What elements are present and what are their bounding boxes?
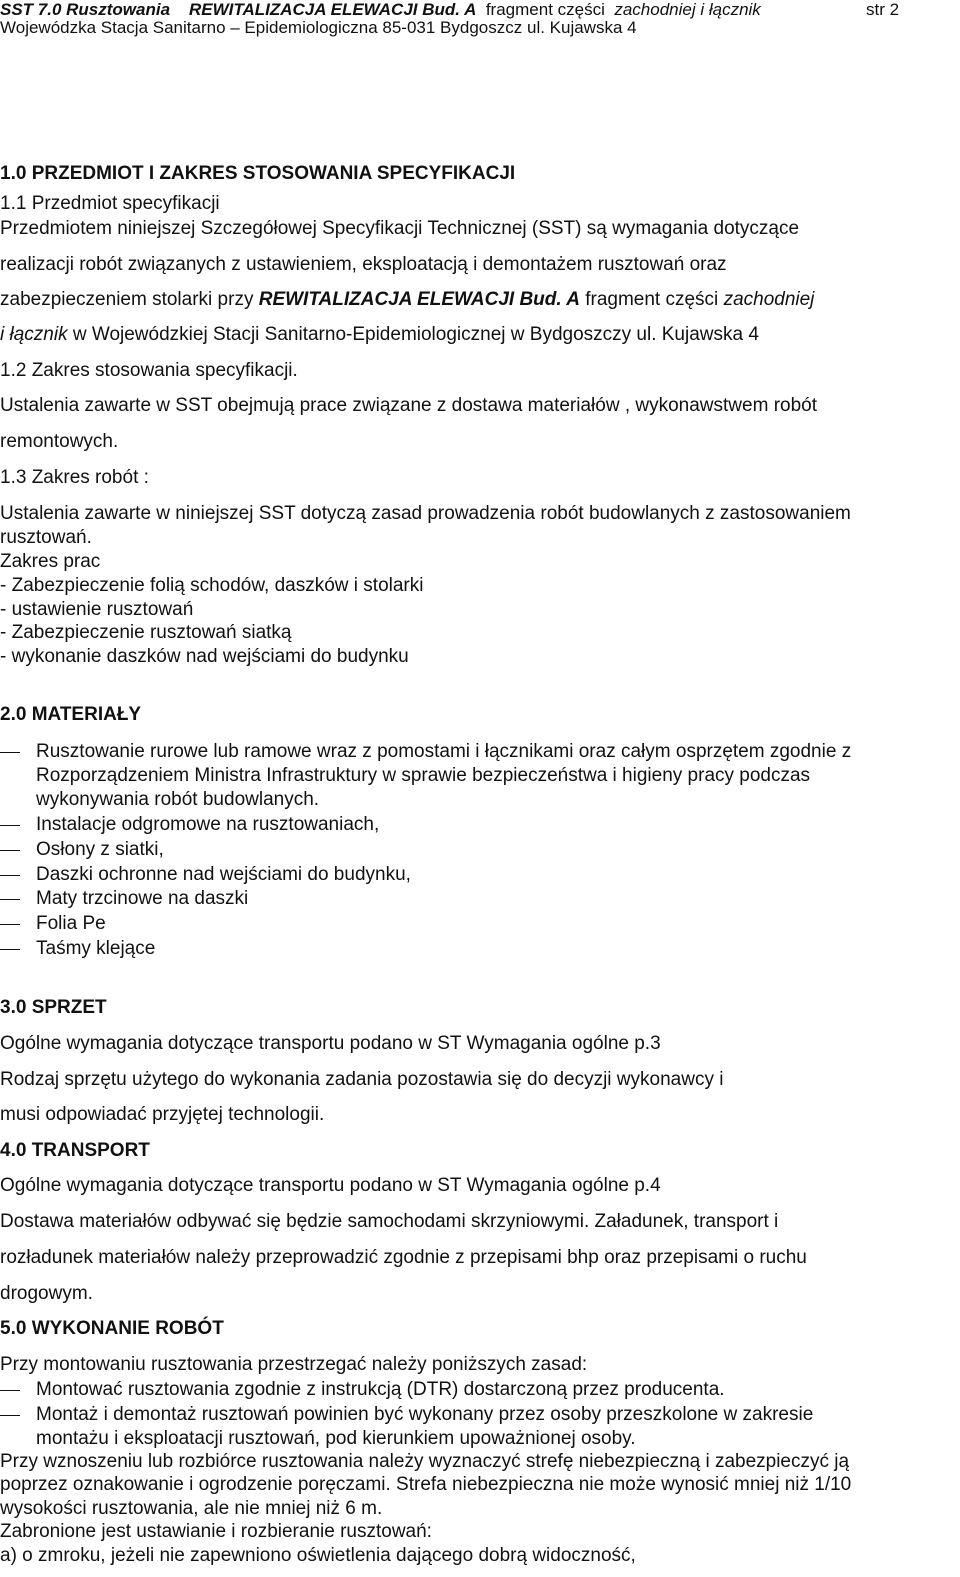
rules-item-line-2: montażu i eksploatacji rusztowań, pod kierunkiem upoważnionej osoby.: [36, 1428, 636, 1449]
section-4-text-line-4: drogowym.: [0, 1283, 93, 1304]
section-1-1-text-line-4: [0, 324, 759, 346]
header-line-1: [0, 0, 761, 19]
header-page-number: str 2: [866, 0, 900, 19]
section-1-3-text-line-1: Ustalenia zawarte w niniejszej SST dotyczą zasad prowadzenia robót budowlanych z zastosowaniem: [0, 503, 851, 524]
section-1-2-text-line-2: remontowych.: [0, 431, 119, 452]
materials-item-text: Folia Pe: [36, 913, 106, 934]
header-title-project: REWITALIZACJA ELEWACJI Bud. A: [188, 0, 477, 19]
materials-item-line-2: Rozporządzeniem Ministra Infrastruktury w sprawie bezpieczeństwa i higieny pracy podczas: [36, 765, 811, 786]
dash-bullet: [0, 1390, 20, 1391]
text-segment-italic: i łącznik: [0, 324, 68, 345]
materials-item-text: Daszki ochronne nad wejściami do budynku,: [36, 864, 411, 885]
section-1-1-text-line-1: Przedmiotem niniejszej Szczegółowej Specyfikacji Technicznej (SST) są wymagania dotyczące: [0, 218, 800, 239]
section-1-1-text-line-2: realizacji robót związanych z ustawieniem, eksploatacją i demontażem rusztowań oraz: [0, 254, 727, 275]
section-5-intro: Przy montowaniu rusztowania przestrzegać należy poniższych zasad:: [0, 1354, 588, 1375]
section-1-1-title: 1.1 Przedmiot specyfikacji: [0, 193, 220, 214]
project-name: REWITALIZACJA ELEWACJI Bud. A: [258, 289, 580, 310]
section-1-3-title: 1.3 Zakres robót :: [0, 467, 149, 488]
header-line-2: Wojewódzka Stacja Sanitarno – Epidemiologiczna 85-031 Bydgoszcz ul. Kujawska 4: [0, 18, 637, 37]
scope-item: - Zabezpieczenie rusztowań siatką: [0, 622, 292, 643]
materials-item-text: Taśmy klejące: [36, 938, 156, 959]
section-1-1-text-line-3: [0, 289, 814, 311]
scope-item: - wykonanie daszków nad wejściami do budynku: [0, 646, 409, 667]
text-segment: zabezpieczeniem stolarki przy: [0, 289, 259, 310]
materials-item-text: Osłony z siatki,: [36, 839, 164, 860]
section-5-text-line-1: Przy wznoszeniu lub rozbiórce rusztowania należy wyznaczyć strefę niebezpieczną i zabezpieczyć ją: [0, 1451, 850, 1472]
section-3-text-line-1: Ogólne wymagania dotyczące transportu podano w ST Wymagania ogólne p.3: [0, 1033, 661, 1054]
section-3-text-line-2: Rodzaj sprzętu użytego do wykonania zadania pozostawia się do decyzji wykonawcy i: [0, 1069, 724, 1090]
text-segment: w Wojewódzkiej Stacji Sanitarno-Epidemiologicznej w Bydgoszczy ul. Kujawska 4: [67, 324, 759, 345]
materials-item-line-1: Rusztowanie rurowe lub ramowe wraz z pomostami i łącznikami oraz całym osprzętem zgodnie z: [36, 741, 852, 762]
dash-bullet: [0, 899, 20, 900]
scope-item: - Zabezpieczenie folią schodów, daszków i stolarki: [0, 575, 424, 596]
header-title-rest-1: fragment części: [485, 0, 605, 19]
section-5-text-line-2: poprzez oznakowanie i ogrodzenie poręczami. Strefa niebezpieczna nie może wynosić mniej niż 1/10: [0, 1474, 852, 1495]
section-4-heading: 4.0 TRANSPORT: [0, 1140, 150, 1161]
section-5-text-line-3: wysokości rusztowania, ale nie mniej niż 6 m.: [0, 1498, 383, 1519]
section-1-3-text-line-2: rusztowań.: [0, 527, 92, 548]
rules-item-line-1: Montaż i demontaż rusztowań powinien być wykonany przez osoby przeszkolone w zakresie: [36, 1404, 814, 1425]
section-3-text-line-3: musi odpowiadać przyjętej technologii.: [0, 1104, 325, 1125]
section-2-heading: 2.0 MATERIAŁY: [0, 704, 142, 725]
materials-item-text: Instalacje odgromowe na rusztowaniach,: [36, 814, 380, 835]
text-segment: fragment części: [579, 289, 724, 310]
section-1-2-title: 1.2 Zakres stosowania specyfikacji.: [0, 360, 298, 381]
section-4-text-line-1: Ogólne wymagania dotyczące transportu podano w ST Wymagania ogólne p.4: [0, 1175, 661, 1196]
section-5-text-line-5: a) o zmroku, jeżeli nie zapewniono oświetlenia dającego dobrą widoczność,: [0, 1545, 636, 1566]
section-3-heading: 3.0 SPRZET: [0, 997, 107, 1018]
dash-bullet: [0, 752, 20, 753]
dash-bullet: [0, 875, 20, 876]
dash-bullet: [0, 924, 20, 925]
section-5-text-line-4: Zabronione jest ustawianie i rozbieranie rusztowań:: [0, 1521, 432, 1542]
dash-bullet: [0, 850, 20, 851]
section-1-heading: 1.0 PRZEDMIOT I ZAKRES STOSOWANIA SPECYFIKACJI: [0, 163, 516, 184]
materials-item-line-3: wykonywania robót budowlanych.: [36, 789, 320, 810]
dash-bullet: [0, 1415, 20, 1416]
scope-title: Zakres prac: [0, 551, 101, 572]
materials-item-text: Maty trzcinowe na daszki: [36, 888, 249, 909]
dash-bullet: [0, 949, 20, 950]
rules-item-text: Montować rusztowania zgodnie z instrukcją (DTR) dostarczoną przez producenta.: [36, 1379, 725, 1400]
section-4-text-line-2: Dostawa materiałów odbywać się będzie samochodami skrzyniowymi. Załadunek, transport i: [0, 1211, 779, 1232]
scope-item: - ustawienie rusztowań: [0, 599, 194, 620]
section-1-2-text-line-1: Ustalenia zawarte w SST obejmują prace związane z dostawa materiałów , wykonawstwem robót: [0, 395, 818, 416]
header-title-rest-2: zachodniej i łącznik: [614, 0, 761, 19]
dash-bullet: [0, 825, 20, 826]
section-5-heading: 5.0 WYKONANIE ROBÓT: [0, 1318, 224, 1339]
section-4-text-line-3: rozładunek materiałów należy przeprowadzić zgodnie z przepisami bhp oraz przepisami o ruchu: [0, 1247, 807, 1268]
header-title-code: SST 7.0 Rusztowania: [0, 0, 171, 19]
text-segment-italic: zachodniej: [723, 289, 815, 310]
